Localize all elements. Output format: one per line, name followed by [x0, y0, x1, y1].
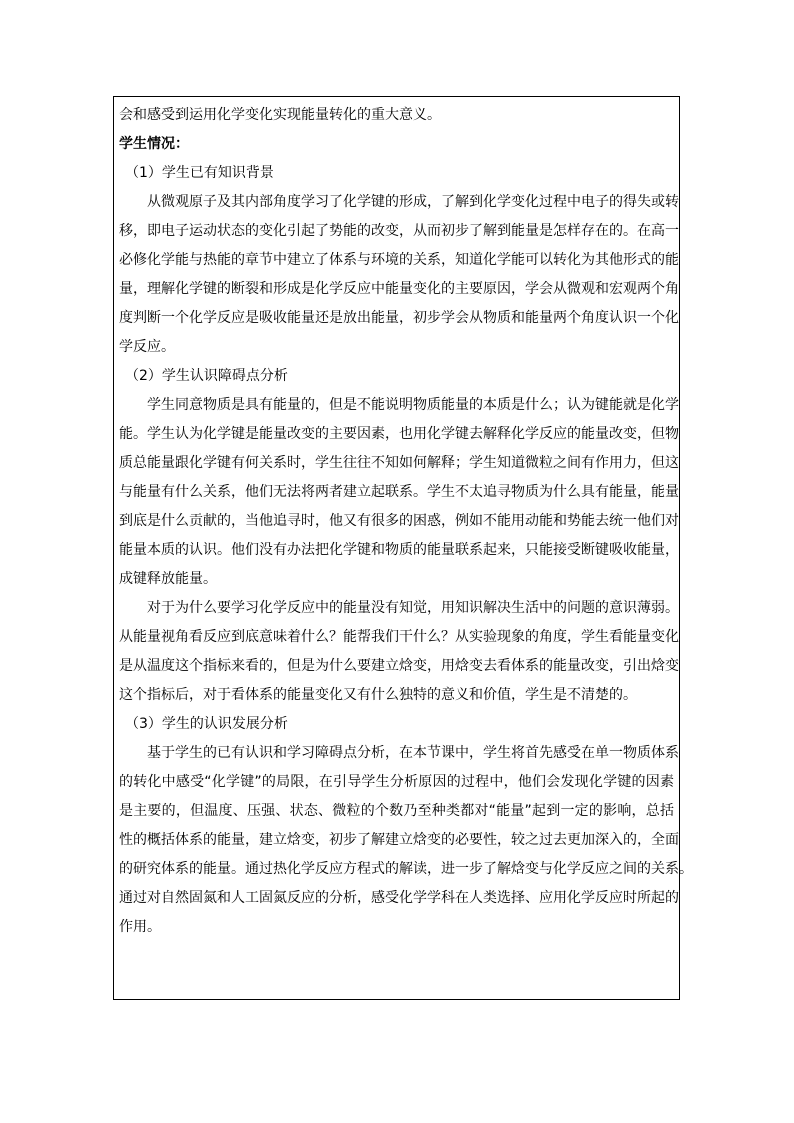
text-line: 基于学生的已有认识和学习障碍点分析，在本节课中，学生将首先感受在单一物质体系 [147, 745, 679, 761]
text-line: 的转化中感受“化学键”的局限，在引导学生分析原因的过程中，他们会发现化学键的因素 [119, 774, 674, 790]
text-line: 是从温度这个指标来看的，但是为什么要建立焓变，用焓变去看体系的能量改变，引出焓变 [119, 658, 679, 674]
text-line: 必修化学能与热能的章节中建立了体系与环境的关系，知道化学能可以转化为其他形式的能 [119, 252, 679, 268]
text-line: 到底是什么贡献的，当他追寻时，他又有很多的困惑，例如不能用动能和势能去统一他们对 [119, 513, 679, 529]
text-line: 的研究体系的能量。通过热化学反应方程式的解读，进一步了解焓变与化学反应之间的关系。 [119, 861, 693, 877]
text-line: 成键释放能量。 [119, 571, 217, 587]
text-line: 作用。 [119, 919, 161, 935]
section-heading-student-situation: 学生情况： [119, 136, 189, 152]
subheading-development-analysis: （3）学生的认识发展分析 [125, 716, 288, 732]
subheading-knowledge-background: （1）学生已有知识背景 [125, 165, 274, 181]
cell-content [119, 101, 693, 942]
text-line: 会和感受到运用化学变化实现能量转化的重大意义。 [119, 107, 441, 123]
text-line: 移，即电子运动状态的变化引起了势能的改变，从而初步了解到能量是怎样存在的。在高一 [119, 223, 679, 239]
text-line: 通过对自然固氮和人工固氮反应的分析，感受化学学科在人类选择、应用化学反应时所起的 [119, 890, 679, 906]
text-line: 对于为什么要学习化学反应中的能量没有知觉，用知识解决生活中的问题的意识薄弱。 [147, 600, 679, 616]
text-line: 这个指标后，对于看体系的能量变化又有什么独特的意义和价值，学生是不清楚的。 [119, 687, 637, 703]
text-line: 质总能量跟化学键有何关系时，学生往往不知如何解释；学生知道微粒之间有作用力，但这 [119, 455, 679, 471]
text-line: 能量本质的认识。他们没有办法把化学键和物质的能量联系起来，只能接受断键吸收能量， [119, 542, 679, 558]
subheading-obstacle-analysis: （2）学生认识障碍点分析 [125, 368, 288, 384]
table-cell-frame [113, 96, 693, 1000]
text-line: 是主要的，但温度、压强、状态、微粒的个数乃至种类都对“能量”起到一定的影响，总括 [119, 803, 674, 819]
text-line: 学生同意物质是具有能量的，但是不能说明物质能量的本质是什么；认为键能就是化学 [147, 397, 679, 413]
text-line: 与能量有什么关系，他们无法将两者建立起联系。学生不太追寻物质为什么具有能量，能量 [119, 484, 679, 500]
text-line: 能。学生认为化学键是能量改变的主要因素，也用化学键去解释化学反应的能量改变，但物 [119, 426, 679, 442]
text-line: 性的概括体系的能量，建立焓变，初步了解建立焓变的必要性，较之过去更加深入的，全面 [119, 832, 679, 848]
text-line: 从微观原子及其内部角度学习了化学键的形成，了解到化学变化过程中电子的得失或转 [147, 194, 679, 210]
text-line: 量，理解化学键的断裂和形成是化学反应中能量变化的主要原因，学会从微观和宏观两个角 [119, 281, 679, 297]
text-line: 从能量视角看反应到底意味着什么？能帮我们干什么？从实验现象的角度，学生看能量变化 [119, 629, 679, 645]
text-line: 度判断一个化学反应是吸收能量还是放出能量，初步学会从物质和能量两个角度认识一个化 [119, 310, 679, 326]
text-line: 学反应。 [119, 339, 175, 355]
